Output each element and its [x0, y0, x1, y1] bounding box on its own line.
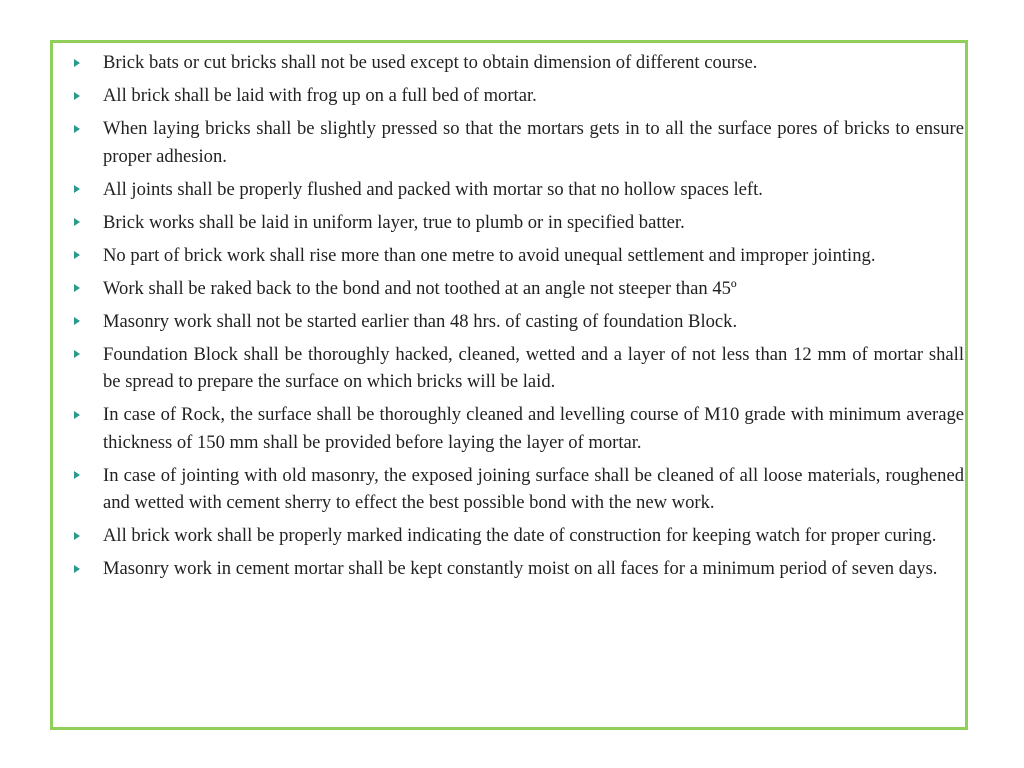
triangle-bullet-icon — [74, 251, 80, 259]
bullet-text: When laying bricks shall be slightly pressed so that the mortars gets in to all the surface pores of bricks to ensure proper adhesion. — [103, 118, 964, 167]
list-item — [74, 522, 964, 550]
list-item — [74, 82, 964, 110]
list-item — [74, 401, 964, 456]
bullet-list — [74, 49, 964, 588]
bullet-text: Foundation Block shall be thoroughly hacked, cleaned, wetted and a layer of not less than 12 mm of mortar shall be spread to prepare the surface on which bricks will be laid. — [103, 343, 964, 392]
list-item — [74, 115, 964, 170]
bullet-text: Masonry work shall not be started earlier than 48 hrs. of casting of foundation Block. — [103, 310, 738, 332]
list-item — [74, 176, 964, 204]
triangle-bullet-icon — [74, 92, 80, 100]
list-item — [74, 242, 964, 270]
list-item — [74, 341, 964, 396]
bullet-text: No part of brick work shall rise more than one metre to avoid unequal settlement and improper jointing. — [103, 244, 876, 266]
triangle-bullet-icon — [74, 411, 80, 419]
bullet-text: In case of Rock, the surface shall be thoroughly cleaned and levelling course of M10 grade with minimum average thickness of 150 mm shall be provided before laying the layer of mortar. — [103, 404, 964, 453]
bullet-text: In case of jointing with old masonry, the exposed joining surface shall be cleaned of all loose materials, roughened and wetted with cement sherry to effect the best possible bond with the new work. — [103, 464, 964, 513]
triangle-bullet-icon — [74, 59, 80, 67]
list-item — [74, 209, 964, 237]
list-item — [74, 462, 964, 517]
bullet-text: All brick shall be laid with frog up on a full bed of mortar. — [103, 85, 537, 106]
bullet-text: Brick works shall be laid in uniform layer, true to plumb or in specified batter. — [103, 211, 685, 233]
bullet-text: Brick bats or cut bricks shall not be used except to obtain dimension of different course. — [103, 52, 758, 73]
bullet-text: All joints shall be properly flushed and packed with mortar so that no hollow spaces left. — [103, 178, 763, 200]
triangle-bullet-icon — [74, 185, 80, 193]
list-item — [74, 308, 964, 336]
bullet-text: Work shall be raked back to the bond and not toothed at an angle not steeper than 45º — [103, 277, 737, 299]
triangle-bullet-icon — [74, 125, 80, 133]
list-item — [74, 555, 964, 583]
triangle-bullet-icon — [74, 565, 80, 573]
triangle-bullet-icon — [74, 532, 80, 540]
bullet-text: Masonry work in cement mortar shall be kept constantly moist on all faces for a minimum period of seven days. — [103, 558, 938, 579]
triangle-bullet-icon — [74, 350, 80, 358]
triangle-bullet-icon — [74, 317, 80, 325]
list-item — [74, 49, 964, 77]
triangle-bullet-icon — [74, 218, 80, 226]
triangle-bullet-icon — [74, 471, 80, 479]
bullet-text: All brick work shall be properly marked indicating the date of construction for keeping watch for proper curing. — [103, 525, 937, 546]
triangle-bullet-icon — [74, 284, 80, 292]
list-item — [74, 275, 964, 303]
